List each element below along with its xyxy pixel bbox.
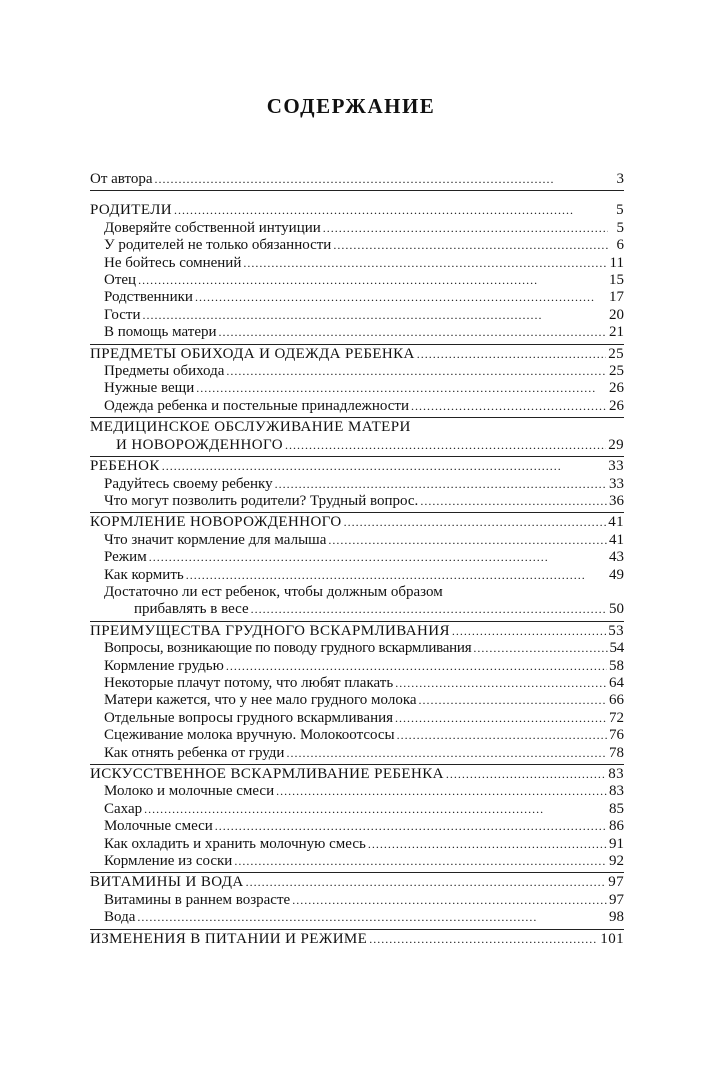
- toc-entry-label: Одежда ребенка и постельные принадлежности: [104, 397, 409, 414]
- toc-entry-page: 17: [609, 289, 624, 306]
- leader-dots: [397, 727, 607, 744]
- toc-entry[interactable]: [90, 398, 624, 415]
- leader-dots: [323, 220, 608, 237]
- leader-dots: [473, 640, 607, 657]
- toc-entry-label: Радуйтесь своему ребенку: [104, 475, 273, 492]
- toc-entry-page: 78: [609, 744, 624, 761]
- leader-dots: [333, 237, 608, 254]
- toc-intro: [90, 170, 624, 191]
- toc-section-title: ИЗМЕНЕНИЯ В ПИТАНИИ И РЕЖИМЕ: [90, 930, 368, 947]
- toc-entry[interactable]: [90, 710, 624, 727]
- toc-entry[interactable]: [90, 801, 624, 818]
- toc-entry[interactable]: [90, 272, 624, 289]
- toc-section-heading[interactable]: [90, 202, 624, 219]
- toc-section-page: 41: [608, 514, 624, 531]
- toc-entry[interactable]: [90, 363, 624, 380]
- toc-entry[interactable]: [90, 692, 624, 709]
- toc-entry-page: 25: [609, 363, 624, 380]
- toc-entry-label: Как охладить и хранить молочную смесь: [104, 835, 366, 852]
- toc-entry[interactable]: [90, 532, 624, 549]
- toc-entry[interactable]: [90, 783, 624, 800]
- leader-dots: [420, 493, 607, 510]
- toc-entry-page: 3: [616, 171, 624, 187]
- toc-entry-label: Как кормить: [104, 566, 184, 583]
- toc-section-title: ИСКУССТВЕННОЕ ВСКАРМЛИВАНИЕ РЕБЕНКА: [90, 766, 444, 782]
- leader-dots: [328, 532, 607, 549]
- toc-section-title: РОДИТЕЛИ: [90, 202, 173, 219]
- toc-entry-label: Вопросы, возникающие по поводу грудного вскармливания: [104, 640, 472, 657]
- toc-entry[interactable]: [90, 307, 624, 324]
- toc-section-title-line2: И НОВОРОЖДЕННОГО: [116, 436, 283, 453]
- toc-entry-page: 26: [609, 397, 624, 414]
- toc-section-title: ПРЕДМЕТЫ ОБИХОДА И ОДЕЖДА РЕБЕНКА: [90, 345, 415, 362]
- toc-entry-label: Кормление грудью: [104, 657, 224, 674]
- leader-dots: [344, 514, 607, 531]
- toc-entry[interactable]: [90, 220, 624, 237]
- toc-section-page: 101: [600, 930, 624, 947]
- leader-dots: [292, 892, 607, 909]
- leader-dots: [286, 745, 607, 762]
- toc-entry-label: В помощь матери: [104, 324, 217, 341]
- leader-dots: [162, 458, 606, 475]
- toc-section-title: ПРЕИМУЩЕСТВА ГРУДНОГО ВСКАРМЛИВАНИЯ: [90, 622, 450, 639]
- toc-section-heading[interactable]: [90, 514, 624, 531]
- toc-section: [90, 622, 624, 765]
- toc-section-title: РЕБЕНОК: [90, 458, 160, 475]
- toc-entry-page: 20: [609, 306, 624, 323]
- toc-entry[interactable]: [90, 237, 624, 254]
- toc-entry-page: 21: [609, 324, 624, 341]
- toc-section-heading[interactable]: [90, 874, 624, 891]
- toc-section-heading[interactable]: [90, 437, 624, 454]
- toc-section-heading[interactable]: [90, 931, 624, 948]
- toc-entry-label: Сцеживание молока вручную. Молокоотсосы: [104, 727, 395, 744]
- toc-section-heading[interactable]: [90, 458, 624, 475]
- toc-entry-page: 58: [609, 657, 624, 674]
- leader-dots: [411, 398, 607, 415]
- leader-dots: [174, 202, 608, 219]
- toc-entry[interactable]: [90, 892, 624, 909]
- toc-section: [90, 930, 624, 950]
- toc-entry-label-line1[interactable]: Достаточно ли ест ребенок, чтобы должным образом: [104, 583, 443, 600]
- toc-entry[interactable]: [90, 658, 624, 675]
- leader-dots: [395, 675, 607, 692]
- toc-entry[interactable]: [90, 640, 624, 657]
- toc-entry-label: Сахар: [104, 800, 143, 817]
- toc-entry[interactable]: [90, 380, 624, 397]
- toc-entry-label: От автора: [90, 171, 153, 187]
- leader-dots: [369, 931, 598, 948]
- toc-entry-page: 54: [609, 640, 624, 657]
- toc-entry-label: Не бойтесь сомнений: [104, 254, 242, 271]
- leader-dots: [243, 255, 607, 272]
- toc-entry-label: Доверяйте собственной интуиции: [104, 219, 321, 236]
- toc-section-title: КОРМЛЕНИЕ НОВОРОЖДЕННОГО: [90, 514, 342, 531]
- toc-section-page: 29: [608, 436, 624, 453]
- leader-dots: [195, 289, 607, 306]
- toc-section-page: 83: [608, 766, 624, 782]
- leader-dots: [417, 346, 606, 363]
- toc-entry[interactable]: [90, 549, 624, 566]
- leader-dots: [368, 836, 607, 853]
- toc-entry[interactable]: [90, 567, 624, 584]
- toc-entry[interactable]: [90, 493, 624, 510]
- leader-dots: [452, 623, 606, 640]
- toc-entry-label: Режим: [104, 549, 147, 566]
- leader-dots: [285, 437, 606, 454]
- toc-entry-page: 85: [609, 800, 624, 817]
- toc-entry-label: У родителей не только обязанности: [104, 237, 332, 254]
- leader-dots: [138, 272, 607, 289]
- toc-section-title-line1[interactable]: МЕДИЦИНСКОЕ ОБСЛУЖИВАНИЕ МАТЕРИ: [90, 419, 411, 436]
- leader-dots: [419, 692, 607, 709]
- leader-dots: [215, 818, 607, 835]
- leader-dots: [219, 324, 607, 341]
- leader-dots: [275, 476, 607, 493]
- toc-entry[interactable]: [90, 745, 624, 762]
- toc-entry[interactable]: [90, 675, 624, 692]
- toc-entry-page: 83: [609, 783, 624, 800]
- toc-entry-label: Родственники: [104, 289, 193, 306]
- leader-dots: [155, 171, 608, 188]
- toc-entry-label: Нужные вещи: [104, 380, 195, 397]
- toc-entry[interactable]: [90, 909, 624, 926]
- toc-entry-page: 6: [616, 237, 624, 254]
- leader-dots: [234, 853, 607, 870]
- toc-entry-label: Молоко и молочные смеси: [104, 783, 275, 800]
- toc-entry-label-line2: прибавлять в весе: [134, 601, 249, 618]
- toc-entry-label: Молочные смеси: [104, 818, 213, 835]
- toc-entry-label: Что могут позволить родители? Трудный вопрос.: [104, 492, 419, 509]
- toc-section-page: 97: [608, 874, 624, 891]
- toc-section: [90, 201, 624, 344]
- toc-entry-label: Что значит кормление для малыша: [104, 531, 327, 548]
- toc-entry[interactable]: [90, 727, 624, 744]
- toc-entry-page: 49: [609, 566, 624, 583]
- toc-entry-page: 5: [616, 219, 624, 236]
- toc-section-page: 5: [616, 202, 624, 219]
- toc-entry-label: Отдельные вопросы грудного вскармливания: [104, 709, 394, 726]
- table-of-contents: [90, 170, 624, 950]
- toc-entry[interactable]: [90, 289, 624, 306]
- toc-entry[interactable]: [90, 818, 624, 835]
- leader-dots: [186, 567, 607, 584]
- toc-section: [90, 513, 624, 621]
- toc-entry-page: 26: [609, 380, 624, 397]
- toc-entry[interactable]: [90, 601, 624, 618]
- leader-dots: [196, 380, 607, 397]
- toc-section-page: 33: [608, 458, 624, 475]
- toc-entry-page: 64: [609, 674, 624, 691]
- toc-entry-label: Вода: [104, 909, 136, 926]
- toc-entry[interactable]: [90, 171, 624, 188]
- toc-section-heading[interactable]: [90, 346, 624, 363]
- toc-entry-label: Как отнять ребенка от груди: [104, 744, 285, 761]
- leader-dots: [142, 307, 607, 324]
- toc-entry-page: 66: [609, 692, 624, 709]
- leader-dots: [446, 766, 606, 783]
- toc-entry-page: 72: [609, 709, 624, 726]
- toc-section: [90, 345, 624, 419]
- toc-entry-page: 98: [609, 909, 624, 926]
- toc-entry[interactable]: [90, 255, 624, 272]
- toc-entry-page: 91: [609, 835, 624, 852]
- leader-dots: [276, 783, 607, 800]
- toc-entry-label: Матери кажется, что у нее мало грудного молока: [104, 692, 417, 709]
- toc-section-page: 53: [608, 622, 624, 639]
- toc-entry[interactable]: [90, 324, 624, 341]
- toc-entry-label: Кормление из соски: [104, 853, 233, 870]
- leader-dots: [251, 601, 607, 618]
- toc-section: [90, 765, 624, 873]
- leader-dots: [226, 363, 607, 380]
- leader-dots: [395, 710, 607, 727]
- leader-dots: [137, 909, 607, 926]
- leader-dots: [246, 874, 607, 891]
- toc-entry-page: 41: [609, 531, 624, 548]
- toc-entry-page: 15: [609, 272, 624, 289]
- leader-dots: [144, 801, 607, 818]
- leader-dots: [149, 549, 607, 566]
- toc-section: [90, 457, 624, 513]
- toc-entry[interactable]: [90, 476, 624, 493]
- toc-entry-page: 11: [609, 254, 624, 271]
- toc-section-heading[interactable]: [90, 766, 624, 783]
- toc-entry[interactable]: [90, 836, 624, 853]
- toc-entry[interactable]: [90, 853, 624, 870]
- toc-section: [90, 873, 624, 929]
- toc-section-heading[interactable]: [90, 623, 624, 640]
- page-title: СОДЕРЖАНИЕ: [266, 94, 436, 118]
- toc-entry-page: 43: [609, 549, 624, 566]
- toc-entry-label: Отец: [104, 272, 137, 289]
- toc-entry-page: 97: [609, 891, 624, 908]
- toc-section-page: 25: [608, 345, 624, 362]
- toc-entry-page: 92: [609, 853, 624, 870]
- toc-entry-page: 76: [609, 727, 624, 744]
- toc-section-title: ВИТАМИНЫ И ВОДА: [90, 874, 244, 891]
- toc-entry-page: 36: [609, 492, 624, 509]
- leader-dots: [226, 658, 607, 675]
- toc-entry-page: 33: [609, 475, 624, 492]
- toc-entry-page: 86: [609, 818, 624, 835]
- toc-entry-label: Предметы обихода: [104, 363, 225, 380]
- toc-entry-page: 50: [609, 601, 624, 618]
- toc-section: [90, 418, 624, 457]
- toc-entry-label: Витамины в раннем возрасте: [104, 891, 291, 908]
- toc-entry-label: Гости: [104, 306, 141, 323]
- toc-entry-label: Некоторые плачут потому, что любят плакать: [104, 674, 394, 691]
